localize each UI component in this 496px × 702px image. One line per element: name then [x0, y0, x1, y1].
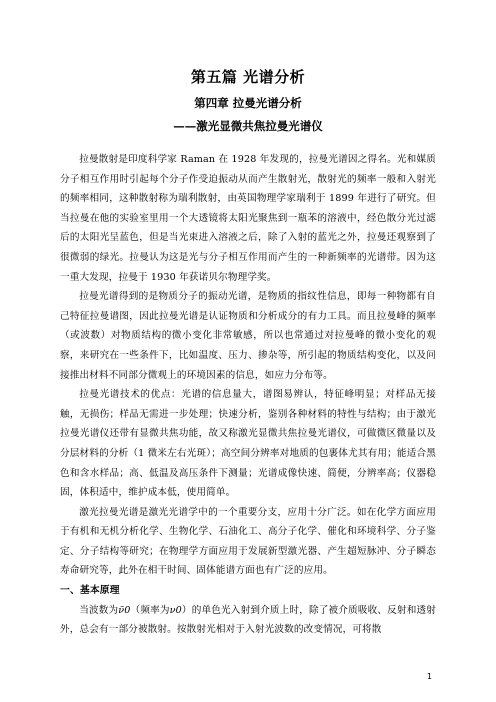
paragraph-raman-history: 拉曼散射是印度科学家 Raman 在 1928 年发现的，拉曼光谱因之得名。光和媒质分子相互作用时引起每个分子作受迫振动从而产生散射光，散射光的频率一般和入射光的频率相同，这种散射称为瑞利散射，由英国物理学家瑞利于 1899 年进行了研究。但当拉曼在他的实验室里用一个大透镜将太阳光聚焦到一瓶苯的溶液中，经色散分光过滤后的太阳光呈蓝色，但是当光束进入溶液之后，除了入射的蓝光之外，拉曼还观察到了很微弱的绿光。拉曼认为这是光与分子相互作用而产生的一种新频率的光谱带。因为这一重大发现，拉曼于 1930 年获诺贝尔物理学奖。 — [60, 154, 436, 283]
frequency-symbol: ν0 — [169, 604, 182, 616]
document-body — [60, 150, 436, 640]
paragraph-principle — [60, 601, 436, 640]
chapter-subtitle: ——激光显微共焦拉曼光谱仪 — [173, 119, 323, 133]
paragraph-advantages: 拉曼光谱技术的优点：光谱的信息量大，谱图易辨认，特征峰明显；对样品无接触，无损伤；样品无需进一步处理；快速分析，鉴别各种材料的特性与结构；由于激光拉曼光谱仪还带有显微共焦功能，故又称激光显微共焦拉曼光谱仪，可做微区微量以及分层材料的分析（1 微米左右光斑）；高空间分辨率对地质的包裹体尤其有用；能适合黑色和含水样品；高、低温及高压条件下测量；光谱成像快速、简便，分辨率高；仪器稳固，体积适中，维护成本低，使用简单。 — [60, 389, 436, 499]
section-heading: 一、基本原理 — [60, 585, 120, 597]
wavenumber-symbol: ν̃0 — [118, 604, 131, 616]
chapter-title: 第四章 拉曼光谱分析 — [194, 96, 302, 110]
page-number: 1 — [426, 672, 432, 681]
paragraph-raman-spectrum: 拉曼光谱得到的是物质分子的振动光谱，是物质的指纹性信息，即每一种物都有自己特征拉曼谱图，因此拉曼光谱是认证物质和分析成分的有力工具。而且拉曼峰的频率（或波数）对物质结构的微小变化非常敏感，所以也常通过对拉曼峰的微小变化的观察，来研究在一些条件下，比如温度、压力、掺杂等，所引起的物质结构变化，以及问接推出材料不同部分微观上的环境因素的信息，如应力分布等。 — [60, 291, 436, 381]
principle-text-before: 当波数为 — [79, 604, 119, 616]
principle-text-after: ）的单色光入射到介质上时，除了被介质吸收、反射和透射外，总会有一部分被散射。按散射光相对于入射光波数的改变情况，可将散 — [60, 604, 436, 636]
part-title: 第五篇 光谱分析 — [190, 68, 306, 86]
paragraph-applications: 激光拉曼光谱是激光光谱学中的一个重要分支，应用十分广泛。如在化学方面应用于有机和无机分析化学、生物化学、石油化工、高分子化学、催化和环境科学、分子鉴定、分子结构等研究；在物理学方面应用于发展新型激光器、产生超短脉冲、分子瞬态寿命研究等，此外在相干时间、固体能谱方面也有广泛的应用。 — [60, 506, 436, 577]
principle-text-mid: （频率为 — [130, 604, 170, 616]
